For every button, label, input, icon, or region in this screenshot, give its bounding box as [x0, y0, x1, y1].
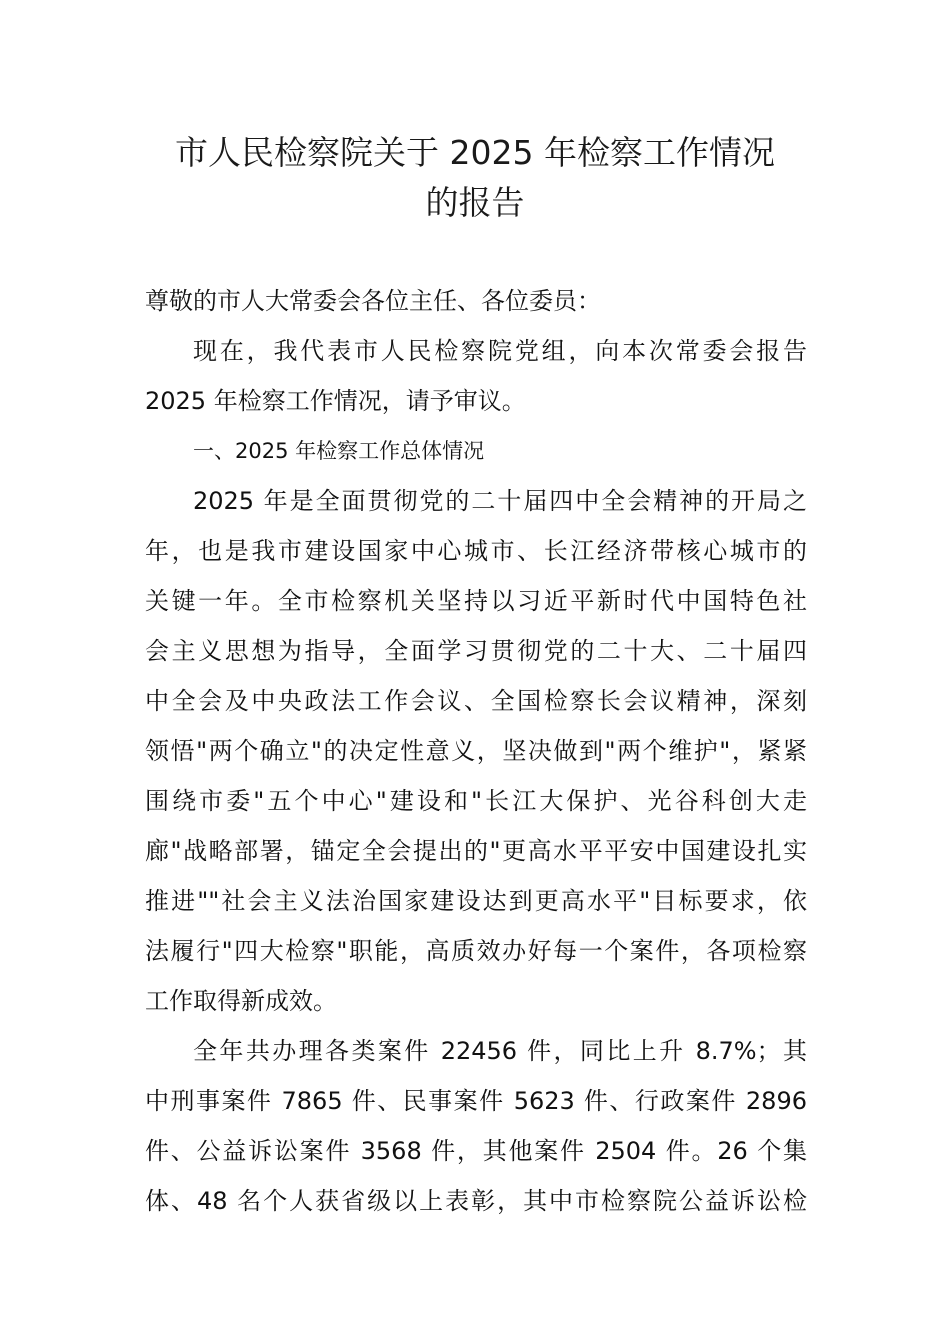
section-heading: 一、2025 年检察工作总体情况: [193, 439, 485, 463]
paragraph-line: 中全会及中央政法工作会议、全国检察长会议精神，深刻: [145, 687, 807, 715]
paragraph-line: 廊"战略部署，锚定全会提出的"更高水平平安中国建设扎实: [145, 837, 807, 865]
title-line-2: 的报告: [425, 183, 525, 222]
paragraph-line: 现在，我代表市人民检察院党组，向本次常委会报告: [193, 337, 807, 365]
paragraph-line: 围绕市委"五个中心"建设和"长江大保护、光谷科创大走: [145, 787, 807, 815]
paragraph-line: 全年共办理各类案件 22456 件，同比上升 8.7%；其: [193, 1037, 807, 1065]
document-body: [145, 281, 807, 1231]
paragraph-line: 体、48 名个人获省级以上表彰，其中市检察院公益诉讼检: [145, 1187, 807, 1215]
paragraph-line: 会主义思想为指导，全面学习贯彻党的二十大、二十届四: [145, 637, 807, 665]
paragraph-line: 关键一年。全市检察机关坚持以习近平新时代中国特色社: [145, 587, 807, 615]
title-line-1: 市人民检察院关于 2025 年检察工作情况: [175, 133, 775, 172]
salutation: 尊敬的市人大常委会各位主任、各位委员：: [145, 287, 601, 315]
paragraph-line: 年，也是我市建设国家中心城市、长江经济带核心城市的: [145, 537, 807, 565]
paragraph-line: 2025 年检察工作情况，请予审议。: [145, 387, 526, 415]
paragraph-line: 领悟"两个确立"的决定性意义，坚决做到"两个维护"，紧紧: [145, 737, 807, 765]
paragraph-line: 中刑事案件 7865 件、民事案件 5623 件、行政案件 2896: [145, 1087, 807, 1115]
paragraph-line: 推进""社会主义法治国家建设达到更高水平"目标要求，依: [145, 887, 807, 915]
paragraph-line: 件、公益诉讼案件 3568 件，其他案件 2504 件。26 个集: [145, 1137, 807, 1165]
paragraph-line: 工作取得新成效。: [145, 987, 337, 1015]
paragraph-line: 法履行"四大检察"职能，高质效办好每一个案件，各项检察: [145, 937, 807, 965]
paragraph-line: 2025 年是全面贯彻党的二十届四中全会精神的开局之: [193, 487, 807, 515]
document-title: [120, 128, 830, 228]
